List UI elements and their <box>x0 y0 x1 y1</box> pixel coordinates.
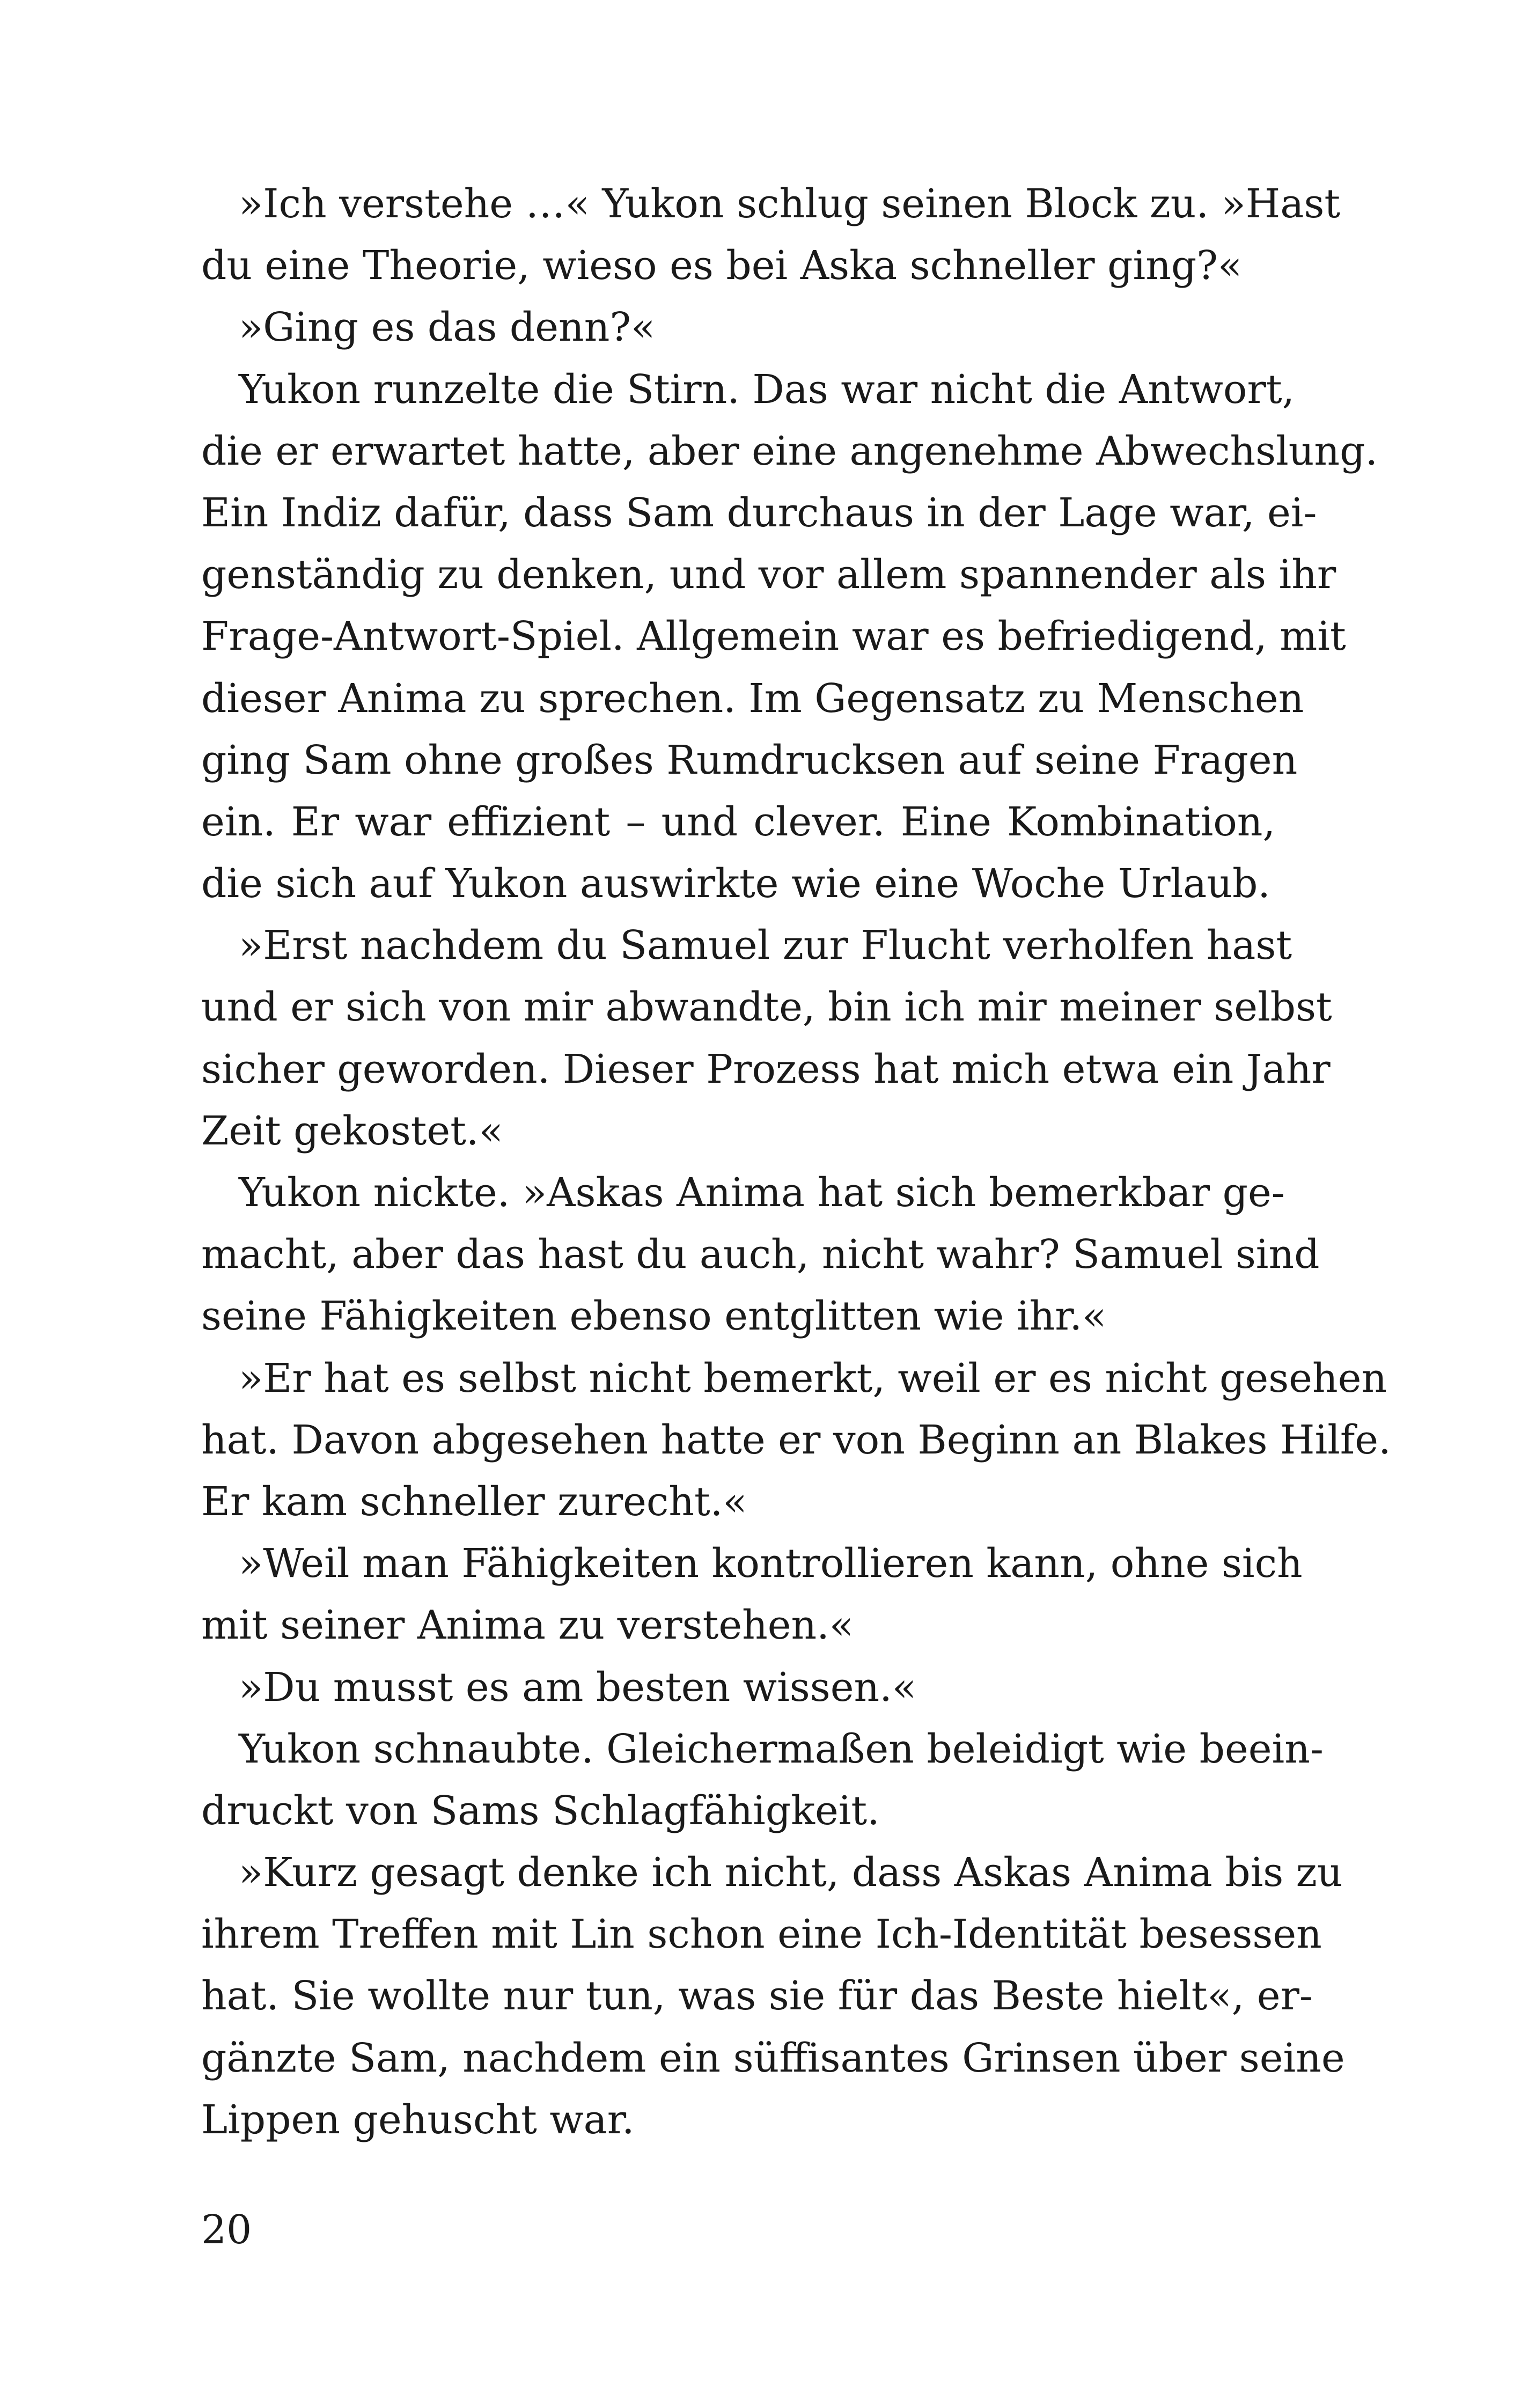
paragraph <box>201 297 1275 358</box>
text-line: »Du musst es am besten wissen.« <box>239 1664 916 1710</box>
text-line: ein. Er war effizient – und clever. Eine Kombination, <box>201 798 1275 845</box>
body-text <box>201 173 1391 2151</box>
text-line: »Er hat es selbst nicht bemerkt, weil er es nicht gesehen <box>239 1355 1387 1401</box>
text-line: genständig zu denken, und vor allem spannender als ihr <box>201 552 1336 598</box>
paragraph <box>201 1533 1303 1656</box>
text-line: Yukon nickte. »Askas Anima hat sich bemerkbar ge- <box>239 1170 1285 1216</box>
page-number: 20 <box>201 2207 252 2253</box>
text-line: »Ich verstehe …« Yukon schlug seinen Block zu. »Hast <box>239 181 1341 227</box>
text-line: ihrem Treffen mit Lin schon eine Ich-Identität besessen <box>201 1911 1322 1958</box>
text-line: macht, aber das hast du auch, nicht wahr? Samuel sind <box>201 1231 1320 1278</box>
text-line: Yukon runzelte die Stirn. Das war nicht die Antwort, <box>239 366 1295 413</box>
paragraph <box>201 1719 1324 1842</box>
text-line: gänzte Sam, nachdem ein süffisantes Grinsen über seine <box>201 2035 1345 2081</box>
paragraph <box>201 1842 1345 2151</box>
text-line: »Ging es das denn?« <box>239 304 656 351</box>
text-line: sicher geworden. Dieser Prozess hat mich etwa ein Jahr <box>201 1046 1331 1092</box>
text-line: hat. Sie wollte nur tun, was sie für das Beste hielt«, er- <box>201 1973 1313 2020</box>
paragraph <box>201 173 1341 297</box>
paragraph <box>201 1348 1391 1533</box>
text-line: Er kam schneller zurecht.« <box>201 1478 747 1525</box>
text-line: ging Sam ohne großes Rumdrucksen auf seine Fragen <box>201 737 1298 783</box>
text-line: hat. Davon abgesehen hatte er von Beginn an Blakes Hilfe. <box>201 1416 1391 1463</box>
paragraph <box>201 359 1378 915</box>
text-line: dieser Anima zu sprechen. Im Gegensatz zu Menschen <box>201 675 1304 722</box>
text-line: druckt von Sams Schlagfähigkeit. <box>201 1787 880 1834</box>
text-line: Yukon schnaubte. Gleichermaßen beleidigt wie beein- <box>239 1726 1324 1772</box>
text-line: du eine Theorie, wieso es bei Aska schneller ging?« <box>201 243 1243 289</box>
text-line: Ein Indiz dafür, dass Sam durchaus in der Lage war, ei- <box>201 489 1317 536</box>
text-line: »Weil man Fähigkeiten kontrollieren kann, ohne sich <box>239 1540 1303 1587</box>
text-line: mit seiner Anima zu verstehen.« <box>201 1602 854 1649</box>
text-line: die er erwartet hatte, aber eine angenehme Abwechslung. <box>201 428 1378 474</box>
paragraph <box>201 1657 1275 1719</box>
text-line: die sich auf Yukon auswirkte wie eine Woche Urlaub. <box>201 861 1270 907</box>
text-line: Lippen gehuscht war. <box>201 2096 635 2143</box>
paragraph <box>201 1162 1320 1348</box>
text-line: seine Fähigkeiten ebenso entglitten wie ihr.« <box>201 1293 1107 1340</box>
text-line: Frage-Antwort-Spiel. Allgemein war es befriedigend, mit <box>201 613 1346 660</box>
text-line: und er sich von mir abwandte, bin ich mir meiner selbst <box>201 984 1332 1031</box>
text-line: »Kurz gesagt denke ich nicht, dass Askas Anima bis zu <box>239 1849 1343 1896</box>
paragraph <box>201 915 1332 1162</box>
text-line: Zeit gekostet.« <box>201 1107 503 1154</box>
text-line: »Erst nachdem du Samuel zur Flucht verholfen hast <box>239 922 1292 969</box>
